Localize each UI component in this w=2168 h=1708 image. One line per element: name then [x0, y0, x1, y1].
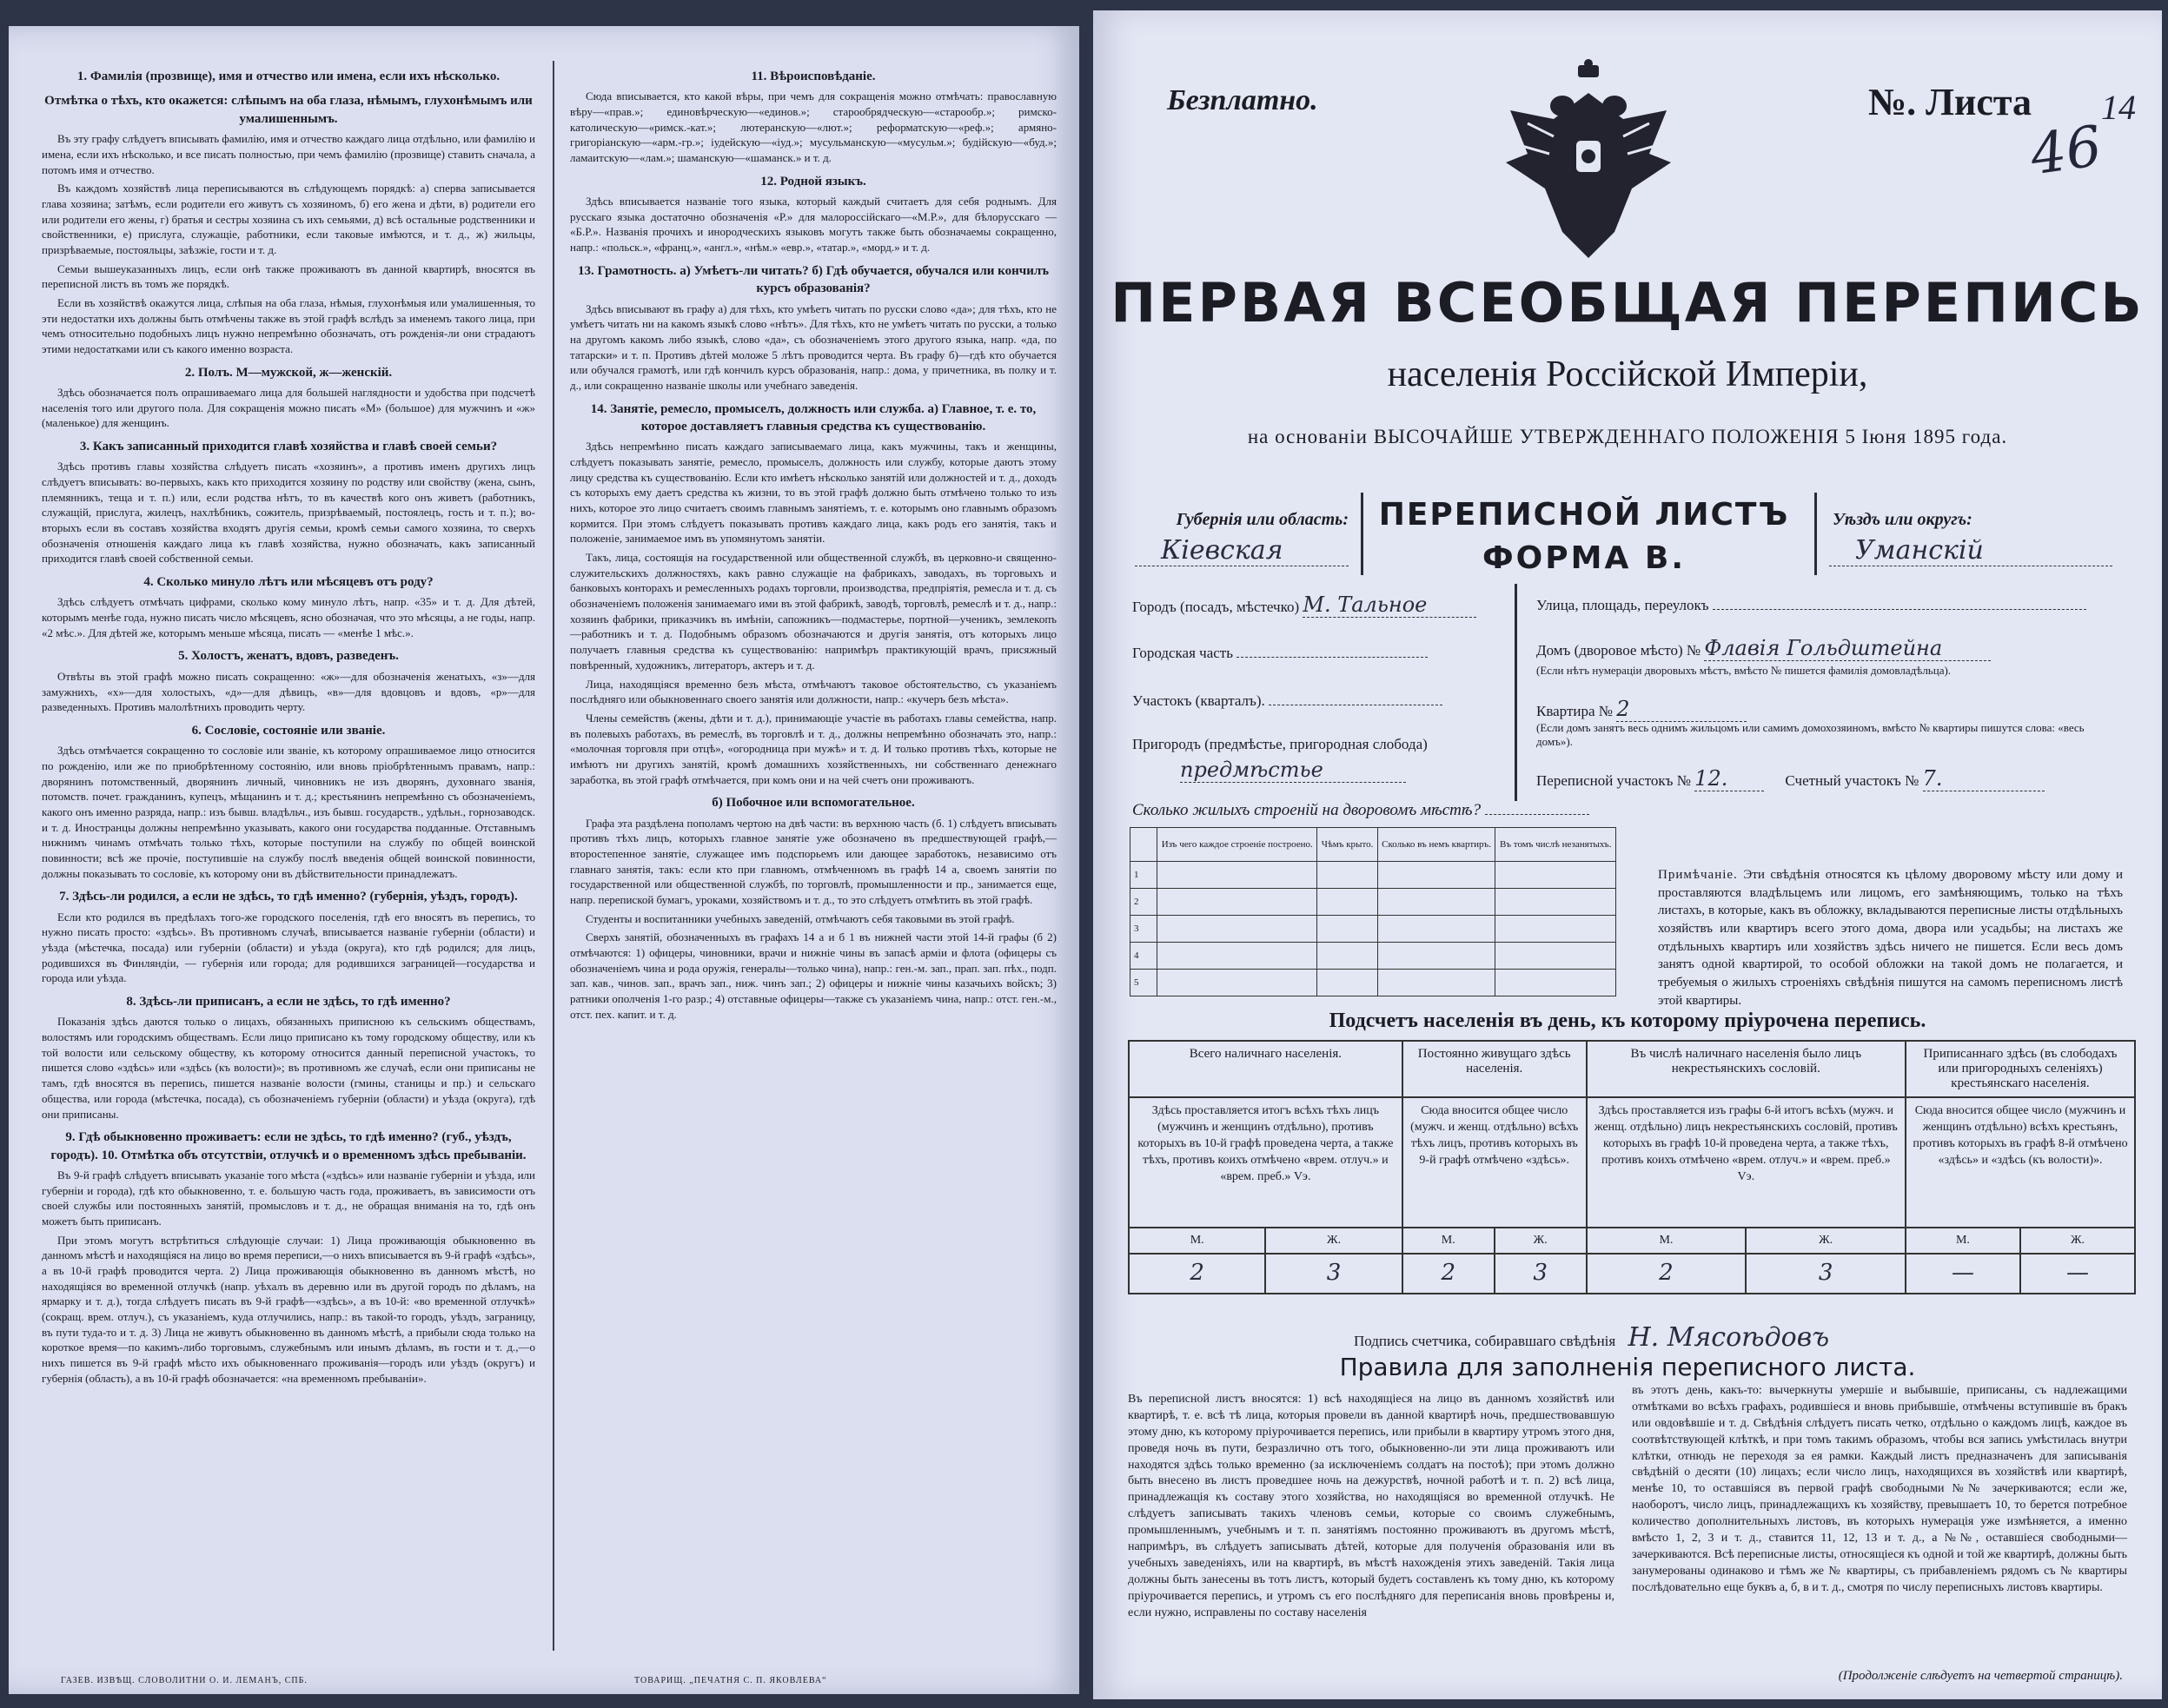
town-label: Городъ (посадъ, мѣстечко) [1132, 599, 1300, 615]
table-cell[interactable] [1377, 916, 1495, 943]
row-number: 5 [1130, 970, 1157, 996]
instruction-paragraph: При этомъ могутъ встрѣтиться слѣдующіе случаи: 1) Лица проживающія обыкновенно въ данномъ мѣстѣ и находящіяся на лицо во время переписи,—о нихъ вписывается въ 9-й графѣ «здѣсь», а въ 10-й графѣ проводится черта. 2) Лица проживающія обыкновенно въ данномъ мѣстѣ, но находящіяся во временной отлучкѣ (напр. уѣхалъ въ деревню или въ другой городъ по дѣламъ, на ярмарку и т. д.), тогда слѣдуетъ писать въ 9-й графѣ—«здѣсь», а въ 10-й: «во временной отлучкѣ» (сокращ. врем. отлуч.), съ указаніемъ, куда отлучились, напр.: въ такой-то городъ, уѣздъ, заграницу, въ пути туда-то и т. д. 3) Лица не живутъ обыкновенно въ данномъ мѣстѣ, а прибыли сюда только на короткое время—по какимъ-либо торговымъ, служебнымъ или инымъ дѣламъ, въ гости и т. д.,—о нихъ пишется въ 9-й графѣ мѣсто ихъ обыкновеннаго проживанія—городъ или уѣздъ (округъ) и губернія (область), а въ 10-й графѣ обозначается: «на временномъ пребываніи». [42, 1233, 535, 1385]
form-title: ПЕРЕПИСНОЙ ЛИСТЪ [1378, 497, 1790, 533]
district-value[interactable]: Уманскій [1829, 530, 2112, 566]
instruction-paragraph: Члены семействъ (жены, дѣти и т. д.), принимающіе участіе въ работахъ главы семейства, напр. въ полевыхъ работахъ, въ ремеслѣ, въ торговлѣ и т. д., должны непремѣнно обозначать это, напр.: «молочная торговля при отцѣ», «огородница при мужѣ» и т. д. И только противъ тѣхъ, которые не имѣютъ ни другихъ занятій, кромѣ домашнихъ хозяйственныхъ, ни собственнаго денежнаго заработка, въ этой графѣ отмѣчается, при комъ они и на чей счетъ они проживаютъ. [570, 711, 1057, 786]
instruction-paragraph: Здѣсь вписывают въ графу а) для тѣхъ, кто умѣетъ читать по русски слово «да»; для тѣхъ, кто не умѣетъ читать ни на какомъ языкѣ слово «нѣтъ». Для тѣхъ, кто не умѣетъ читать по русски, а только на другомъ какомъ либо языкѣ, слово «да», съ обозначеніемъ этого другого языка, напр. «да, по татарски» и т. п. Противъ дѣтей моложе 5 лѣтъ проводится черта. Въ графу б)—гдѣ кто обучается или обучался грамотѣ, или гдѣ кончилъ курсъ образованія, напр.: дома, у причетника, въ полку и т. д., или сокращенно названіе школы или учебнаго заведенія. [570, 301, 1057, 392]
table-row [1130, 862, 1616, 889]
printer-footer-right: ТОВАРИЩ. „ПЕЧАТНЯ С. П. ЯКОВЛЕВА“ [634, 1676, 827, 1685]
rules-continuation: (Продолженіе слѣдуетъ на четвертой страницѣ). [1838, 1669, 2123, 1683]
census-values-row [1129, 1254, 2135, 1294]
table-row [1130, 916, 1616, 943]
table-cell[interactable] [1495, 862, 1616, 889]
free-label: Безплатно. [1167, 84, 1318, 116]
form-variant: ФОРМА В. [1482, 540, 1687, 576]
instruction-paragraph: Графа эта раздѣлена пополамъ чертою на двѣ части: въ верхнюю часть (б. 1) слѣдуетъ вписывать противъ тѣхъ лицъ, которыхъ главное занятіе уже обозначено въ предшествующей графѣ,—второстепенное занятіе, служащее имъ подспорьемъ или дающее заработокъ, независимо отъ главнаго занятія, такъ: если кто при главномъ, отмѣченномъ въ графѣ 14 а, своемъ занятіи по государственной или общественной службѣ, по торговлѣ, промышленности и пр., занимается еще, напр. перепиской бумагъ, уроками, хозяйствомъ и т. д., то это слѣдуетъ отмѣтить въ этой графѣ. [570, 816, 1057, 906]
census-section-value[interactable]: 12. [1694, 766, 1764, 791]
section-heading: б) Побочное или вспомогательное. [712, 796, 915, 811]
instruction-paragraph: Студенты и воспитанники учебныхъ заведеній, отмѣчаютъ себя таковыми въ этой графѣ. [586, 911, 1015, 925]
struct-col-roof: Чѣмъ крыто. [1317, 828, 1377, 862]
row-number: 1 [1130, 862, 1157, 889]
province-label: Губернія или область: [1176, 510, 1349, 529]
census-section-field [1536, 766, 2045, 791]
left-column-2 [570, 61, 1057, 1025]
sheet-number-value: 46 [2025, 114, 2105, 189]
census-count-title: Подсчетъ населенія въ день, къ которому пріурочена перепись. [1329, 1010, 1926, 1032]
section-heading: 6. Сословіе, состояніе или званіе. [191, 723, 386, 738]
table-cell[interactable] [1377, 943, 1495, 970]
table-cell[interactable] [1157, 889, 1317, 916]
house-value[interactable]: Флавія Гольдштейна [1704, 636, 1991, 661]
structures-note [1658, 866, 2123, 1010]
printer-footer-left: ГАЗЕВ. ИЗВѢЩ. СЛОВОЛИТНИ О. И. ЛЕМАНЪ, СПБ. [61, 1676, 308, 1685]
street-label: Улица, площадь, переулокъ [1536, 597, 1709, 613]
suburb-value[interactable]: предмѣстье [1180, 758, 1406, 783]
table-cell[interactable] [1157, 916, 1317, 943]
table-cell[interactable] [1495, 916, 1616, 943]
apartment-value[interactable]: 2 [1616, 697, 1747, 722]
dwellings-question-text: Сколько жилыхъ строеній на дворовомъ мѣстѣ? [1132, 801, 1482, 819]
section-heading: 14. Занятіе, ремесло, промыселъ, должность или служба. а) Главное, т. е. то, которое доставляетъ главныя средства къ существованію. [590, 401, 1037, 434]
section-heading: 2. Полъ. М—мужской, ж—женскій. [184, 365, 393, 380]
census-desc-permanent: Сюда вносится общее число (мужч. и женщ. отдѣльно) всѣхъ тѣхъ лицъ, противъ которыхъ въ 9-й графѣ отмѣчено «здѣсь». [1402, 1097, 1587, 1228]
dwellings-count-input[interactable] [1485, 814, 1589, 815]
house-note: (Если нѣтъ нумераціи дворовыхъ мѣстъ, вмѣсто № пишется фамилія домовладѣльца). [1536, 664, 1952, 677]
instruction-paragraph: Здѣсь отмѣчается сокращенно то сословіе или званіе, къ которому опрашиваемое лицо относится по рожденію, или же по приобрѣтенному состоянію, или вновь пріобрѣтеннымъ правамъ, напр.: дворянинъ потомственный, дворянинъ личный, чиновникъ не изъ дворянъ, духовнаго званія, потомств. почет. гражданинъ, купецъ, мѣщанинъ и т. д.; крестьянинъ непремѣнно съ обозначеніемъ, какого онъ именно разряда, напр.: изъ бывш. владѣльч., изъ бывш. государств., удѣльн., горнозаводск. и т. д. Иностранцы должны непремѣнно указывать, какого они государства подданные. Отставнымъ нижнимъ чинамъ отмѣчать только тѣхъ, которые поступили на службу по общей воинской повинности; всѣ же прочіе, поступившіе на службу послѣ введенія общей воинской повинности, должны показывать то сословіе, къ которому они въ дѣйствительности принадлежатъ. [42, 744, 535, 880]
male-label: М. [1587, 1228, 1747, 1254]
instruction-paragraph: Здѣсь противъ главы хозяйства слѣдуетъ писать «хозяинъ», а противъ именъ другихъ лицъ слѣдуетъ вписывать: во-первыхъ, какъ кто приходится хозяину по родству или свойству (жена, сынъ, племянникъ, теща и т. п.) или, если родства нѣтъ, то въ качествѣ кого онъ живетъ (работникъ, служащій, прислуга, жилецъ, нахлѣбникъ, сожитель, призрѣваемый, постоялецъ, гость и т. п.); во-вторыхъ если въ составъ хозяйства входятъ другія семьи, кромѣ семьи самого хозяина, то сверхъ обозначенія отношенія каждаго лица къ главѣ хозяйства, нужно обозначать, какъ записанный приходится главѣ своей собственной семьи. [42, 460, 535, 566]
census-table-descriptions [1129, 1097, 2135, 1228]
province-value[interactable]: Кіевская [1135, 530, 1349, 566]
town-part-field [1132, 645, 1428, 662]
peasant-male-value[interactable]: — [1906, 1254, 2020, 1294]
section-heading: 9. Гдѣ обыкновенно проживаетъ: если не здѣсь, то гдѣ именно? (губ., уѣздъ, городъ). 10. Отмѣтка объ отсутствіи, отлучкѣ и о временномъ здѣсь пребываніи. [50, 1130, 527, 1162]
table-cell[interactable] [1157, 862, 1317, 889]
dwellings-question [1132, 801, 1589, 820]
instruction-paragraph: Показанія здѣсь даются только о лицахъ, обязанныхъ приписною къ сельскимъ обществамъ, волостямъ или городскимъ обществамъ. Если лицо приписано къ тому городскому обществу, или къ той волости или сельскому обществу, къ которому относится данный переписной участокъ, то пишется слово «здѣсь» или «здѣсь (къ волости)»; въ противномъ же случаѣ, если они приписаны не тамъ, гдѣ вносятся въ перепись, пишется названіе волости (гмины, станицы и пр.) и сельскаго общества, или города (мѣстечка, посада), съ обозначеніемъ губерніи (области) и уѣзда (округа), гдѣ они приписаны. [42, 1015, 535, 1121]
town-part-label: Городская часть [1132, 645, 1233, 661]
suburb-field [1132, 736, 1428, 753]
apartment-note: (Если домъ занятъ весь однимъ жильцомъ или самимъ домохозяиномъ, вмѣсто № квартиры пишутся слова: «весь домъ»). [1536, 721, 2085, 748]
census-desc-non-peasant: Здѣсь проставляется изъ графы 6-й итогъ всѣхъ (мужч. и женщ. отдѣльно) лицъ некрестьянскихъ сословій, противъ которыхъ въ графѣ 10-й проведена черта, а также тѣхъ, противъ коихъ отмѣчено «врем. отлуч.» и «врем. преб.» Vэ. [1587, 1097, 1906, 1228]
instruction-paragraph: Здѣсь слѣдуетъ отмѣчать цифрами, сколько кому минуло лѣтъ, напр. «35» и т. д. Для дѣтей, которымъ менѣе года, нужно писать число мѣсяцевъ, ясно обозначая, что это мѣсяцы, а не годы, напр. «2 мѣс.». Для дѣтей же, которымъ меньше мѣсяца, писать — «менѣе 1 мѣс.». [42, 595, 535, 639]
structures-table [1130, 827, 1616, 996]
table-cell[interactable] [1495, 970, 1616, 996]
house-field [1536, 636, 1991, 661]
instruction-paragraph: Здѣсь непремѣнно писать каждаго записываемаго лица, какъ мужчины, такъ и женщины, слѣдуетъ показывать занятіе, ремесло, промыселъ, должность или службу, которые даютъ этому лицу средства къ существованію. Если кто имѣетъ нѣсколько занятій или должностей и т. д., доходъ съ которыхъ ему даетъ средства къ жизни, то въ этой графѣ должно быть отмѣчено только то изъ нихъ, которое это лицо считаетъ своимъ главнымъ занятіемъ, т. е. которымъ оно главнымъ образомъ кормится. При этомъ слѣдуетъ показывать противъ каждаго лица, какъ родъ его занятія, такъ и положеніе, занимаемое имъ въ упомянутомъ занятіи. [570, 440, 1057, 546]
table-row [1130, 970, 1616, 996]
form-main-title: ПЕРВАЯ ВСЕОБЩАЯ ПЕРЕПИСЬ [1111, 271, 2145, 334]
struct-col-vacant: Въ томъ числѣ незанятыхъ. [1495, 828, 1616, 862]
section-heading: 12. Родной языкъ. [760, 174, 866, 189]
table-row [1130, 943, 1616, 970]
section-heading: 11. Вѣроисповѣданіе. [751, 70, 876, 83]
table-cell[interactable] [1157, 943, 1317, 970]
struct-col-material: Изъ чего каждое строеніе построено. [1157, 828, 1317, 862]
instruction-paragraph: Если въ хозяйствѣ окажутся лица, слѣпыя на оба глаза, нѣмыя, глухонѣмыя или умалишенныя, то эти недостатки ихъ должны быть отмѣчены также въ этой графѣ вслѣдъ за именемъ такого лица, при чемъ относительно подобныхъ лицъ нужно непремѣнно обозначать, отъ рожденія-ли они страдаютъ этими недостатками или съ какого именно возраста. [42, 295, 535, 355]
male-label: М. [1129, 1228, 1265, 1254]
structures-table-header [1130, 828, 1616, 862]
left-column-1 [42, 61, 535, 1389]
note-text: Эти свѣдѣнія относятся къ цѣлому дворовому мѣсту или дому и проставляются владѣльцемъ или лицомъ, его замѣняющимъ, только на тѣхъ листахъ, в которые, какъ въ обложку, вкладываются переписные листы отдѣльныхъ хозяйствъ или квартиръ всего этого дома, двора или усадьбы; на листахъ же отдѣльныхъ квартиръ или хозяйствъ здѣсь ничего не пишется. Если весь домъ занятъ одной квартирой, то особой обложки на такой домъ не полагается, и требуемыя о жилыхъ строеніяхъ свѣдѣнія пишутся на самомъ переписномъ листѣ этой квартиры. [1658, 868, 2123, 1008]
section-heading: 3. Какъ записанный приходится главѣ хозяйства и главѣ своей семьи? [79, 439, 498, 453]
district-box [1814, 493, 2112, 575]
table-cell[interactable] [1317, 970, 1377, 996]
section-heading: 4. Сколько минуло лѣтъ или мѣсяцевъ отъ роду? [143, 575, 434, 590]
apartment-label: Квартира № [1536, 703, 1614, 719]
instruction-paragraph: Такъ, лица, состоящія на государственной или общественной службѣ, въ церковно-и священно-служительскихъ должностяхъ, какъ равно служащіе на фабрикахъ, заводахъ, въ торговыхъ и банковыхъ конторахъ и ремесленныхъ родахъ торговли, производства, предпріятія, ремесла и т. д. съ обозначеніемъ положенія занимаемаго ими въ этой фабрикѣ, заводѣ, торговлѣ, ремеслѣ и т. д., напр.: хозяинъ фабрики, приказчикъ въ имѣніи, сапожникъ—подмастерье, портной—ученикъ, землекопъ—работникъ и т. д. Подобнымъ образомъ обозначаются и другія занятія, отъ которыхъ лицо получаетъ главныя средства къ существованію: напримѣръ практикующій врачъ, присяжный повѣренный, художникъ, литераторъ, актеръ и т. д. [570, 551, 1057, 672]
female-label: Ж. [1746, 1228, 1906, 1254]
rules-title: Правила для заполненія переписного листа. [1339, 1353, 1916, 1381]
census-col-present: Всего наличнаго населенія. [1129, 1041, 1402, 1097]
left-page-instructions [9, 26, 1079, 1694]
house-label: Домъ (дворовое мѣсто) № [1536, 642, 1701, 659]
street-input[interactable] [1713, 609, 2086, 610]
census-desc-present: Здѣсь проставляется итогъ всѣхъ тѣхъ лицъ (мужчинъ и женщинъ отдѣльно), противъ которыхъ въ 10-й графѣ проведена черта, а также тѣхъ, противъ коихъ отмѣчено «врем. отлуч.» и «врем. преб.» Vэ. [1129, 1097, 1402, 1228]
section-field [1132, 692, 1442, 710]
instruction-paragraph: Сюда вписывается, кто какой вѣры, при чемъ для сокращенія можно отмѣчать: православную вѣру—«прав.»; единовѣрческую—«единов.»; старообрядческую—«старообр.»; римско-католическую—«римск.-кат.»; лютеранскую—«лют.»; реформатскую—«реф.»; армяно-григоріанскую—«арм.-гр.»; іудейскую—«іуд.»; мусульманскую—«мусульм.»; будійскую—«буд.»; ламаитскую—«лам.»; шаманскую—«шаманск.» и т. д. [570, 89, 1057, 165]
instruction-paragraph: Въ каждомъ хозяйствѣ лица переписываются въ слѣдующемъ порядкѣ: а) сперва записывается глава хозяина; затѣмъ, если родители его живутъ съ хозяиномъ, б) его жена и дѣти, в) родители его или родители его жены, г) братья и сестры хозяина съ ихъ семьями, д) всѣ остальные родственники и свойственники, е) прислуга, служащіе, работники, если таковые имѣются, и т. д., ж) жильцы, призрѣваемые, постояльцы, заѣзжіе, гости и т. д. [42, 182, 535, 256]
instruction-paragraph: Отвѣты въ этой графѣ можно писать сокращенно: «ж»—для обозначенія женатыхъ, «з»—для замужнихъ, «х»—для холостыхъ, «д»—для дѣвицъ, «в»—для вдовцовъ и вдовъ, «р»—для разведенныхъ. Противъ малолѣтнихъ проводить черту. [42, 669, 535, 714]
rules-column-2: въ этотъ день, какъ-то: вычеркнуты умершіе и выбывшіе, приписаны, съ надлежащими отмѣтками во всѣхъ графахъ, родившіеся и вновь прибывшіе, отмѣчены вступившіе въ бракъ или овдовѣвшіе и т. д. Свѣдѣнія слѣдуетъ писать четко, отдѣльно о каждомъ лицѣ, каждое въ соотвѣтствующей клѣткѣ, и при томъ такимъ образомъ, чтобы вся запись умѣстилась внутри клѣтки, отнюдь не переходя за ея рамки. Каждый листъ предназначенъ для записыванія свѣдѣній о десяти (10) лицахъ; если число лицъ, находящихся въ хозяйствѣ или квартирѣ, менѣе 10, то оставшіяся въ первой графѣ свободными №№ зачеркиваются; если же, наоборотъ, число лицъ, принадлежащихъ къ хозяйству, превышаетъ 10, то берется потребное количество дополнительныхъ листовъ, въ которыхъ нумерація уже измѣняется, а именно вмѣсто 1, 2, 3 и т. д., ставится 11, 12, 13 и т. д., а №№, оставшіеся свободными—зачеркиваются. Всѣ переписные листы, относящіеся къ одной и той же квартирѣ, должны быть занумерованы одинаково и тѣмъ же № квартиры, съ прибавленіемъ рядомъ съ № квартиры послѣдовательно еще буквъ а, б, в и т. д., смотря по числу переписныхъ листовъ квартиры. [1632, 1384, 2127, 1594]
table-cell[interactable] [1377, 889, 1495, 916]
signature-label: Подпись счетчика, собиравшаго свѣдѣнія [1354, 1333, 1616, 1349]
sheet-number-label: №. Листа [1867, 81, 2032, 123]
population-count-table [1128, 1040, 2136, 1294]
column-divider [553, 61, 554, 1651]
count-section-value[interactable]: 7. [1923, 766, 2045, 791]
census-table-header [1129, 1041, 2135, 1097]
census-section-label: Переписной участокъ № [1536, 772, 1691, 789]
permanent-male-value[interactable]: 2 [1402, 1254, 1495, 1294]
table-cell[interactable] [1317, 916, 1377, 943]
census-col-permanent: Постоянно живущаго здѣсь населенія. [1402, 1041, 1587, 1097]
table-cell[interactable] [1377, 970, 1495, 996]
permanent-female-value[interactable]: 3 [1495, 1254, 1587, 1294]
section-heading: 5. Холостъ, женатъ, вдовъ, разведенъ. [178, 649, 399, 664]
right-page-census-form [1093, 10, 2162, 1699]
instruction-paragraph: Въ эту графу слѣдуетъ вписывать фамилію, имя и отчество каждаго лица отдѣльно, или фамилію и имена, если ихъ нѣсколько, и все писать полностью, при чемъ фамилію (прозвище) ставить сначала, а потомъ имя и отчество. [42, 132, 535, 176]
present-male-value[interactable]: 2 [1129, 1254, 1265, 1294]
section-heading: Отмѣтка о тѣхъ, кто окажется: слѣпымъ на оба глаза, нѣмымъ, глухонѣмымъ или умалишеннымъ. [44, 94, 533, 126]
table-cell[interactable] [1157, 970, 1317, 996]
double-headed-eagle-emblem [1502, 58, 1675, 267]
sheet-number-annotation: 14 [2101, 88, 2136, 127]
female-label: Ж. [2020, 1228, 2135, 1254]
town-field [1132, 593, 1476, 618]
instruction-paragraph: Лица, находящіяся временно безъ мѣста, отмѣчаютъ таковое обстоятельство, съ указаніемъ послѣдняго или обыкновеннаго своего занятія или должности, напр.: «кучеръ безъ мѣста». [570, 677, 1057, 706]
male-label: М. [1906, 1228, 2020, 1254]
non-peasant-female-value[interactable]: 3 [1746, 1254, 1906, 1294]
table-cell[interactable] [1317, 889, 1377, 916]
section-heading: 1. Фамилія (прозвище), имя и отчество или имена, если ихъ нѣсколько. [76, 70, 501, 83]
table-cell[interactable] [1495, 943, 1616, 970]
table-cell[interactable] [1317, 943, 1377, 970]
male-label: М. [1402, 1228, 1495, 1254]
town-part-input[interactable] [1236, 657, 1428, 658]
rules-column-1: Въ переписной листъ вносятся: 1) всѣ находящіеся на лицо въ данномъ хозяйствѣ или квартирѣ, т. е. всѣ тѣ лица, которыя провели въ данной квартирѣ ночь, предшествовавшую этому дню, къ которому пріурочивается перепись, или прибыли в квартиру утромъ этого дня, проведя ночь въ пути, безразлично отъ того, обыкновенно-ли эти лица проживаютъ или находятся здѣсь только временно (за исключеніемъ солдатъ на постоѣ); при этомъ должно быть внесено въ листъ проведшее ночь на дежурствѣ, ночной работѣ и т. п. 2) всѣ лица, принадлежащія къ составу этого хозяйства, но находящіяся во временной отлучкѣ. Не слѣдуетъ записывать такихъ членовъ семьи, которые со своимъ служебнымъ, промышленнымъ, учебнымъ и т. п. занятіямъ постоянно проживаютъ въ другомъ мѣстѣ, напримѣръ, въ слѣдуетъ записывать дѣтей, которые для полученія образованія или въ учебныхъ заведеніяхъ, или на квартирѣ, въ мѣстѣ нахожденія этихъ заведеній. Такія лица должны быть занесены въ тотъ листъ, который будетъ составленъ къ тому дню, къ которому пріурочивается перепись, и утромъ съ его послѣдняго для переписанія вновь провѣрены и, если нужно, исправлены по составу населенія [1128, 1393, 1614, 1619]
instruction-paragraph: Если кто родился въ предѣлахъ того-же городского поселенія, гдѣ его вносятъ въ перепись, то нужно писать просто: «здѣсь». Въ противномъ случаѣ, вписывается названіе губерніи (области) и уѣзда (мѣстечка, посада) или губерніи (области) и уѣзда (округа), кто гдѣ родился; для лицъ, родившихся въ Финляндіи, — губернія или города; для родившихся заграницей—государства и города или уѣзда. [42, 910, 535, 985]
section-heading: 8. Здѣсь-ли приписанъ, а если не здѣсь, то гдѣ именно? [126, 995, 451, 1010]
instruction-paragraph: Здѣсь обозначается полъ опрашиваемаго лица для большей наглядности и удобства при подсчетѣ населенія того или другого пола. Для сокращенія можно писать «М» (большое) для мужчинъ и «ж» (маленькое) для женщинъ. [42, 385, 535, 430]
count-section-label: Счетный участокъ № [1785, 772, 1919, 789]
female-label: Ж. [1265, 1228, 1402, 1254]
section-label: Участокъ (кварталъ). [1132, 692, 1265, 709]
table-cell[interactable] [1377, 862, 1495, 889]
street-field [1536, 597, 2086, 614]
census-desc-peasant: Сюда вносится общее число (мужчинъ и женщинъ отдѣльно) всѣхъ крестьянъ, противъ которыхъ въ графѣ 8-й отмѣчено «здѣсь» и «здѣсь (къ волости)». [1906, 1097, 2135, 1228]
section-heading: 13. Грамотность. а) Умѣетъ-ли читать? б) Гдѣ обучается, обучался или кончилъ курсъ образованія? [578, 263, 1049, 296]
enumerator-signature [1354, 1322, 1829, 1353]
instruction-paragraph: Въ 9-й графѣ слѣдуетъ вписывать указаніе того мѣста («здѣсь» или названіе губерніи и уѣзда, или губерніи и города), гдѣ кто обыкновенно, т. е. большую часть года, проживаетъ, въ зависимости отъ своей службы или постоянныхъ занятій, промысловъ и т. д., не обращая вниманія на то, гдѣ онъ можетъ быть приписанъ. [42, 1168, 535, 1228]
instruction-paragraph: Семьи вышеуказанныхъ лицъ, если онѣ также проживаютъ въ данной квартирѣ, вносятся въ переписной листъ въ томъ же порядкѣ. [42, 261, 535, 291]
row-number: 4 [1130, 943, 1157, 970]
form-subtitle: населенія Россійской Имперіи, [1387, 354, 1868, 394]
district-label: Уѣздъ или округъ: [1833, 510, 1972, 529]
census-col-peasant: Приписаннаго здѣсь (въ слободахъ или пригородныхъ селеніяхъ) крестьянскаго населенія. [1906, 1041, 2135, 1097]
instruction-paragraph: Сверхъ занятій, обозначенныхъ въ графахъ 14 а и б 1 въ нижней части этой 14-й графы (б 2) отмѣчаются: 1) офицеры, чиновники, врачи и нижніе чины въ запасѣ арміи и флота (офицеры съ обозначеніемъ чина и рода оружія, генералы—только чина), напр.: ген.-м. зап., прап. зап. пѣх., подп. зап. кав., чинов. зап., врачъ зап., ниж. чинъ зап.; 2) офицеры и нижніе чины казачьихъ войскъ; 3) ратники ополченія 1-го разр.; 4) отставные офицеры—также съ указаніемъ чина, напр.: отст. ген.-м., отст. пех. капит. и т. д. [570, 930, 1057, 1021]
row-number: 2 [1130, 889, 1157, 916]
section-heading: 7. Здѣсь-ли родился, а если не здѣсь, то гдѣ именно? (губернія, уѣздъ, городъ). [59, 890, 518, 904]
note-label: Примѣчаніе. [1658, 868, 1738, 882]
legal-basis: на основаніи ВЫСОЧАЙШЕ УТВЕРЖДЕННАГО ПОЛОЖЕНІЯ 5 Іюня 1895 года. [1247, 426, 2008, 447]
struct-col-apartments: Сколько въ немъ квартиръ. [1377, 828, 1495, 862]
peasant-female-value[interactable]: — [2020, 1254, 2135, 1294]
province-box [1135, 493, 1363, 575]
non-peasant-male-value[interactable]: 2 [1587, 1254, 1747, 1294]
signature-value[interactable]: Н. Мясоѣдовъ [1628, 1322, 1830, 1353]
census-col-non-peasant: Въ числѣ наличнаго населенія было лицъ некрестьянскихъ сословій. [1587, 1041, 1906, 1097]
present-female-value[interactable]: 3 [1265, 1254, 1402, 1294]
female-label: Ж. [1495, 1228, 1587, 1254]
instruction-paragraph: Здѣсь вписывается названіе того языка, который каждый считаетъ для себя роднымъ. Для русскаго языка достаточно обозначенія «Р.» для малороссійскаго—«М.Р.», для бѣлорусскаго — «Б.Р.». Названія прочихъ и инородческихъ языковъ могутъ также быть обозначаемы сокращенно, напр.: «польск.», «франц.», «англ.», «нѣм.» «евр.», «татар.», «морд.» и т. д. [570, 195, 1057, 255]
table-cell[interactable] [1495, 889, 1616, 916]
town-value[interactable]: М. Тальное [1303, 593, 1476, 618]
table-row [1130, 889, 1616, 916]
row-number: 3 [1130, 916, 1157, 943]
field-divider [1515, 584, 1517, 801]
census-sex-row [1129, 1228, 2135, 1254]
apartment-field [1536, 697, 1747, 722]
suburb-value-field [1180, 758, 1406, 783]
suburb-label: Пригородъ (предмѣстье, пригородная слобода) [1132, 736, 1428, 752]
table-cell[interactable] [1317, 862, 1377, 889]
